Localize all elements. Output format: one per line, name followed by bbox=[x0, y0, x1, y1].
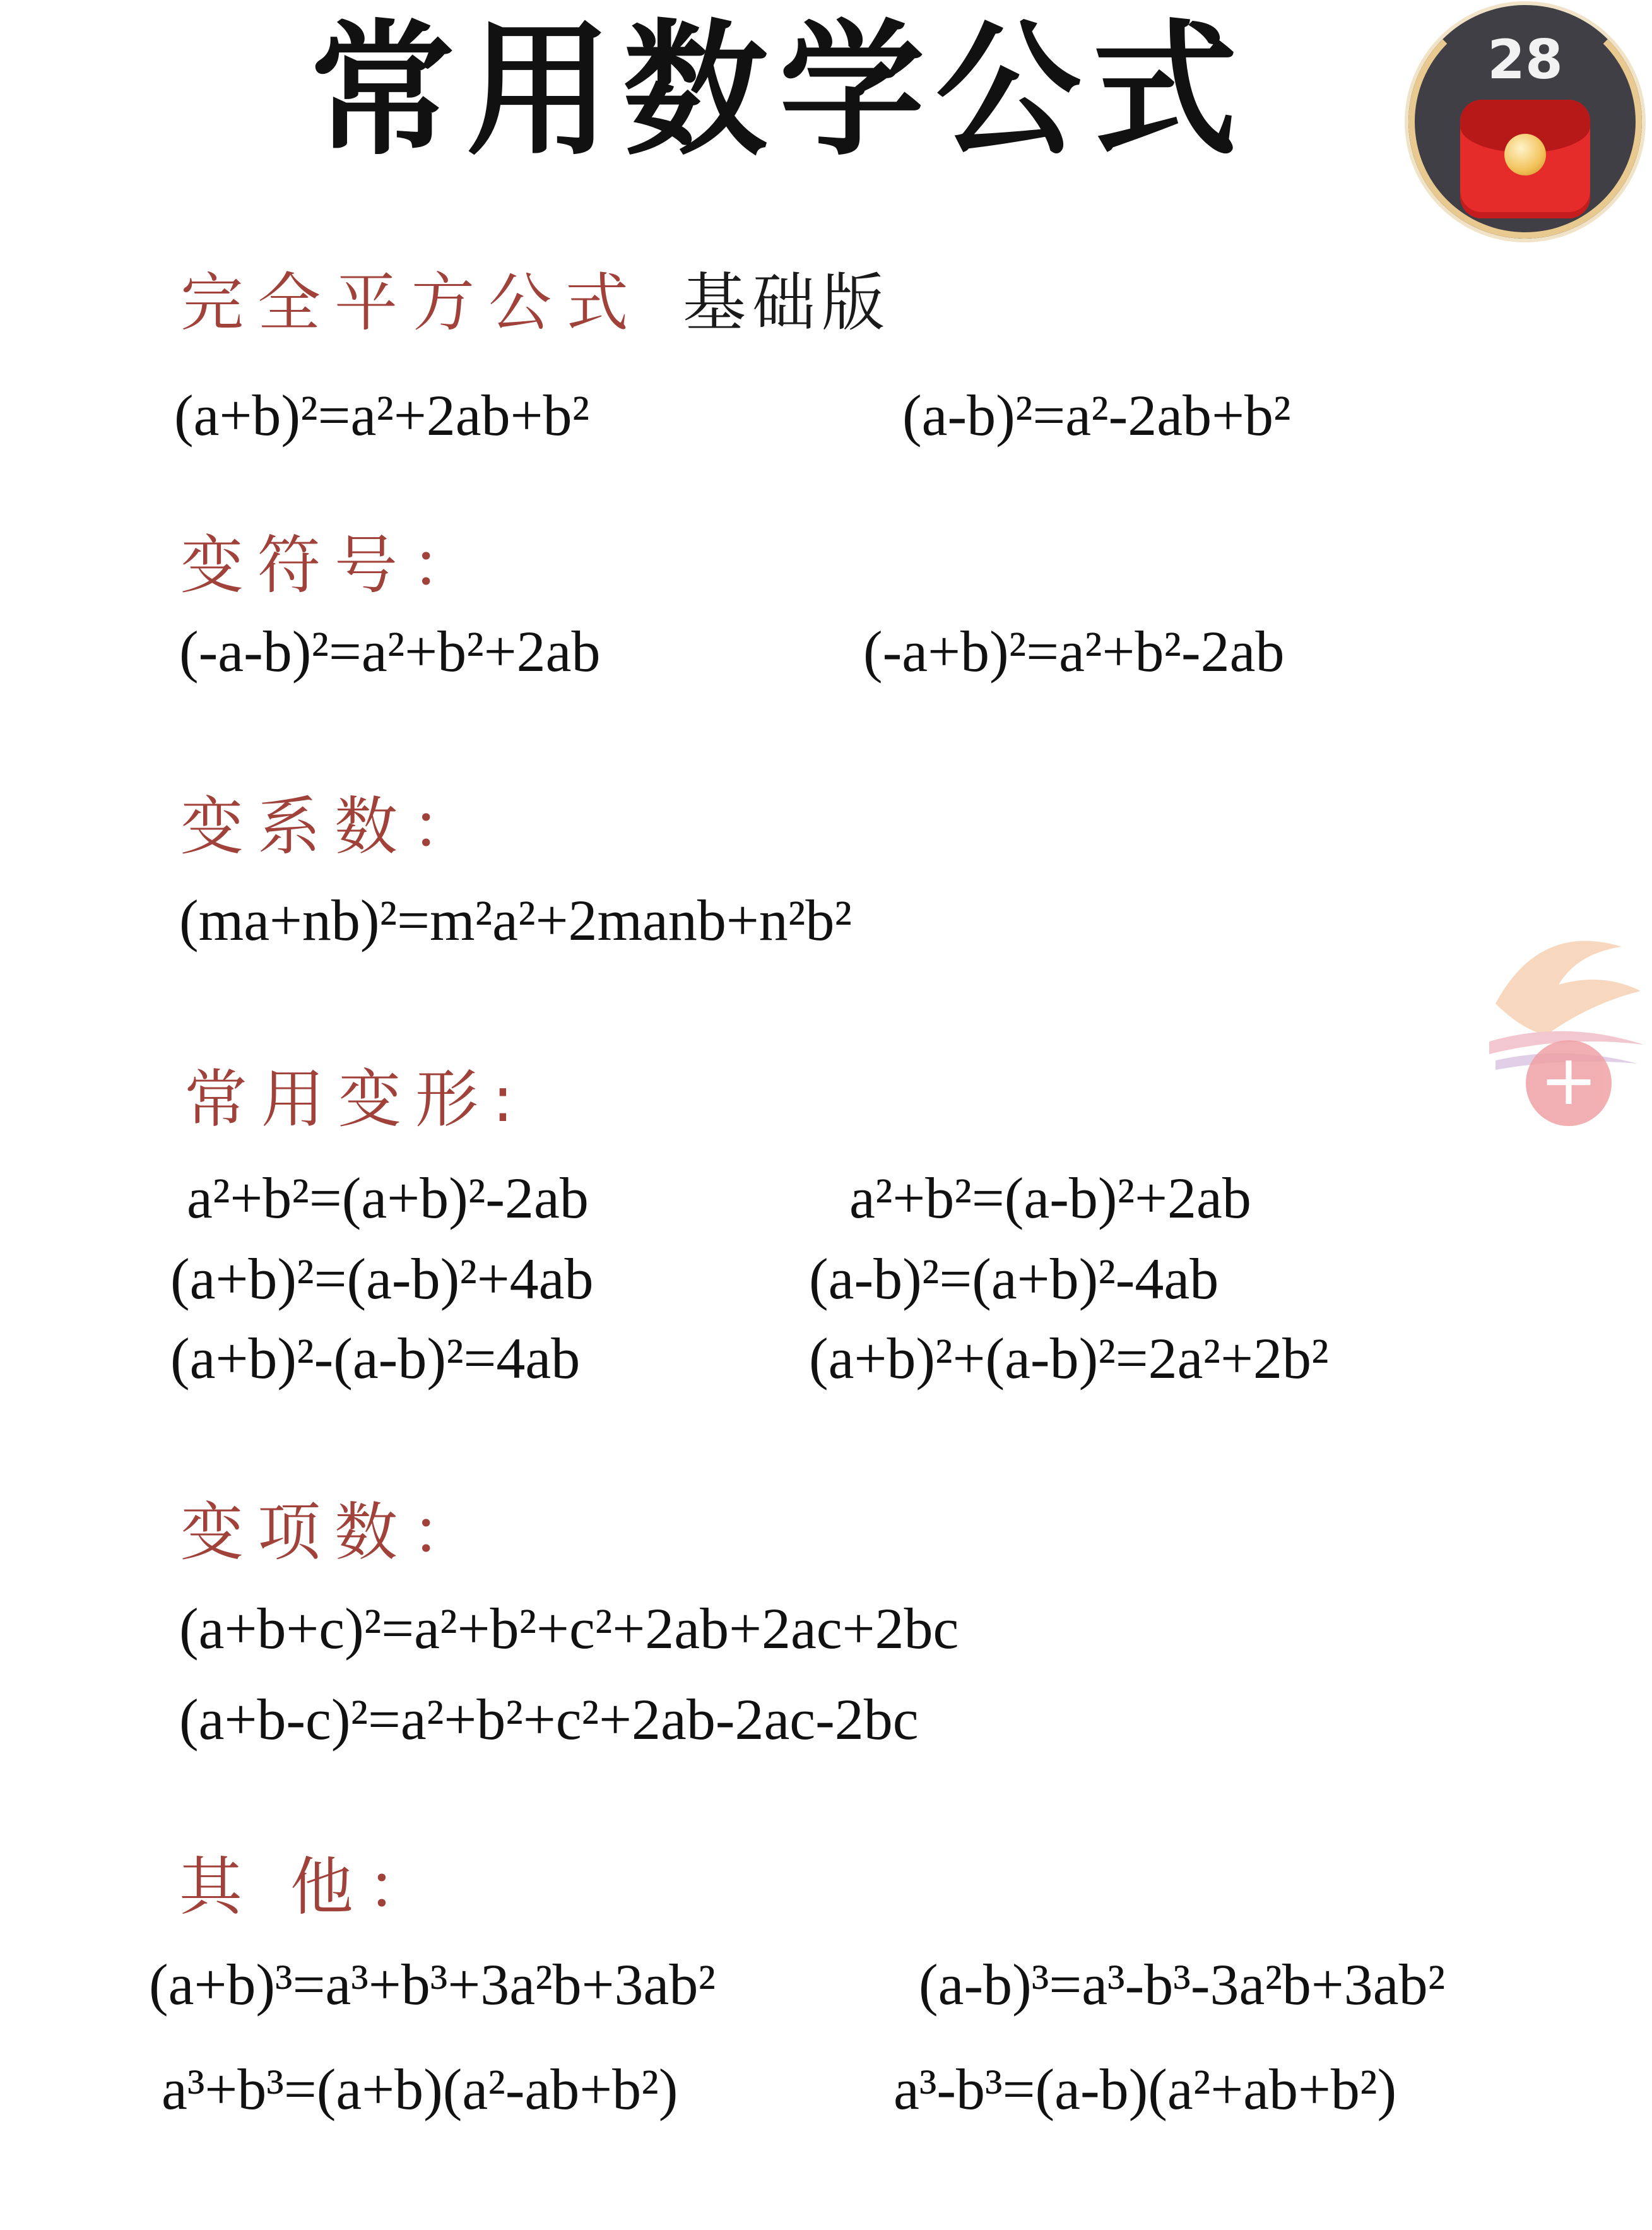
plus-button[interactable] bbox=[1526, 1040, 1612, 1126]
formula-other-1: (a+b)³=a³+b³+3a²b+3ab² bbox=[149, 1952, 716, 2017]
formula-transform-4: (a-b)²=(a+b)²-4ab bbox=[809, 1247, 1219, 1311]
red-envelope-badge[interactable] bbox=[1408, 5, 1642, 239]
badge-count: 28 bbox=[1487, 28, 1563, 92]
formula-transform-2: a²+b²=(a-b)²+2ab bbox=[849, 1166, 1251, 1230]
formula-other-4: a³-b³=(a-b)(a²+ab+b²) bbox=[894, 2057, 1397, 2121]
formula-transform-6: (a+b)²+(a-b)²=2a²+2b² bbox=[809, 1326, 1329, 1391]
section-heading-basic: 完全平方公式 bbox=[180, 266, 642, 340]
section-heading-other: 其 他： bbox=[179, 1850, 444, 1924]
formula-terms-1: (a+b+c)²=a²+b²+c²+2ab+2ac+2bc bbox=[179, 1596, 959, 1661]
section-heading-transform: 常用变形: bbox=[184, 1062, 528, 1136]
formula-transform-5: (a+b)²-(a-b)²=4ab bbox=[170, 1326, 581, 1391]
section-subheading-basic: 基础版 bbox=[683, 266, 891, 340]
formula-coefficient-1: (ma+nb)²=m²a²+2manb+n²b² bbox=[179, 888, 852, 952]
formula-other-2: (a-b)³=a³-b³-3a²b+3ab² bbox=[919, 1952, 1446, 2017]
formula-basic-1: (a+b)²=a²+2ab+b² bbox=[174, 383, 590, 448]
formula-terms-2: (a+b-c)²=a²+b²+c²+2ab-2ac-2bc bbox=[179, 1687, 919, 1752]
section-heading-sign: 变符号： bbox=[180, 528, 488, 602]
section-heading-coefficient: 变系数： bbox=[180, 790, 488, 863]
section-heading-terms: 变项数： bbox=[180, 1495, 488, 1569]
envelope-seal bbox=[1504, 134, 1546, 175]
formula-other-3: a³+b³=(a+b)(a²-ab+b²) bbox=[162, 2057, 678, 2121]
page-title: 常用数学公式 bbox=[309, 7, 1249, 175]
formula-sign-2: (-a+b)²=a²+b²-2ab bbox=[863, 619, 1285, 684]
formula-transform-3: (a+b)²=(a-b)²+4ab bbox=[170, 1247, 594, 1311]
red-envelope-icon bbox=[1460, 100, 1590, 218]
formula-basic-2: (a-b)²=a²-2ab+b² bbox=[902, 383, 1291, 448]
plus-icon: + bbox=[1539, 1040, 1598, 1120]
formula-sign-1: (-a-b)²=a²+b²+2ab bbox=[179, 619, 601, 684]
formula-transform-1: a²+b²=(a+b)²-2ab bbox=[187, 1166, 589, 1230]
